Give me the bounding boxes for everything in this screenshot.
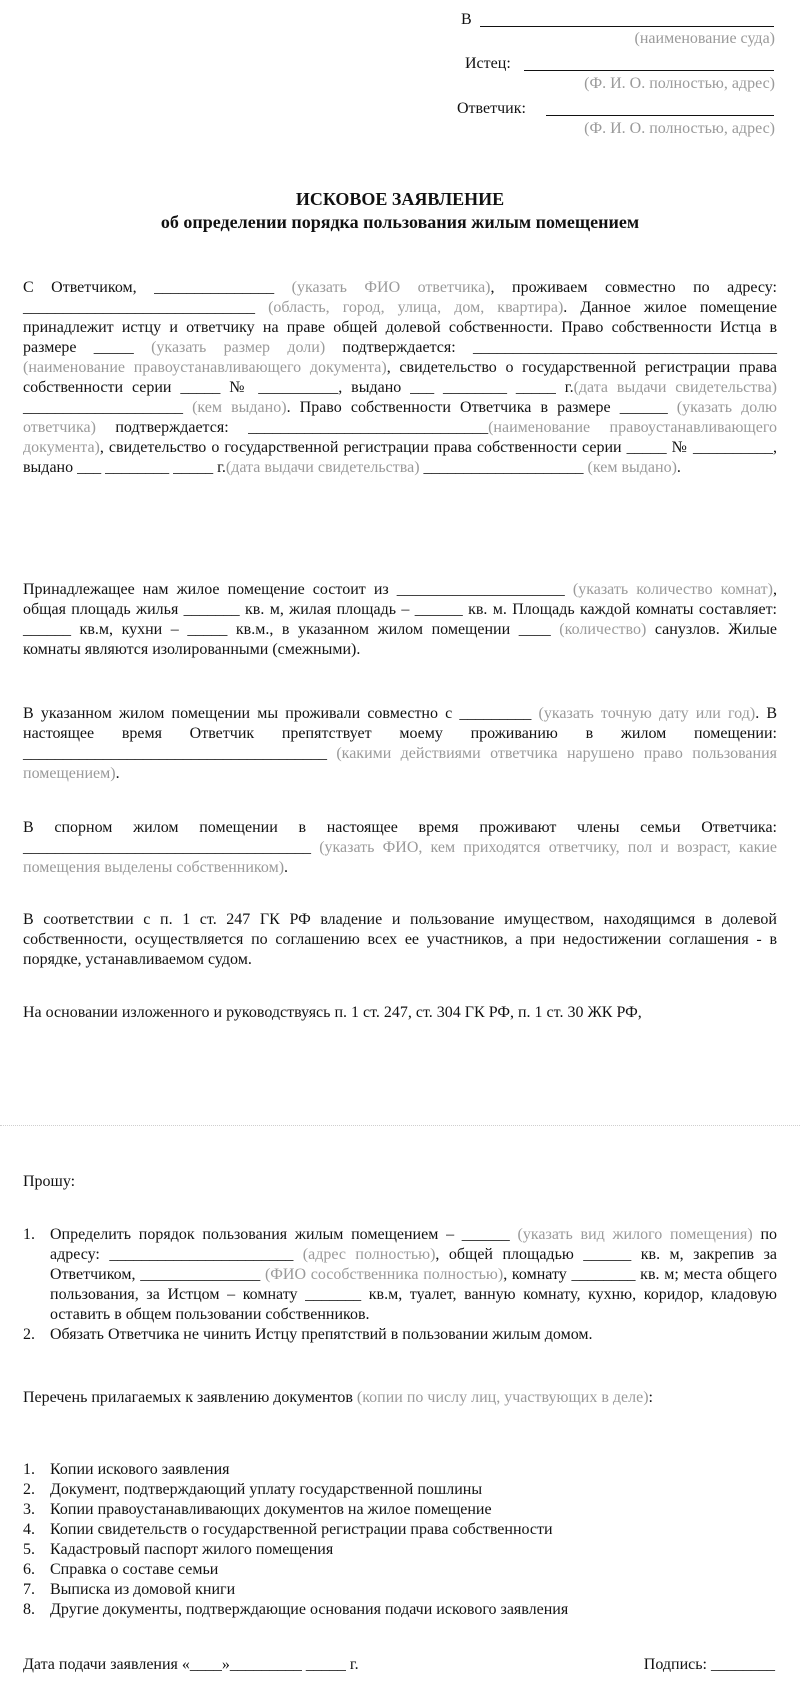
attachment-item bbox=[23, 1600, 777, 1620]
list-item-label: Копии свидетельств о государственной регистрации права собственности bbox=[50, 1521, 553, 1538]
text-run: Обязать Ответчика не чинить Истцу препятствий в пользовании жилым домом. bbox=[50, 1326, 593, 1343]
document-subtitle: об определении порядка пользования жилым помещением bbox=[160, 212, 640, 232]
attachment-item bbox=[23, 1520, 777, 1540]
list-item-label: Копии искового заявления bbox=[50, 1461, 230, 1478]
defendant-line bbox=[546, 115, 774, 116]
text-run: Определить порядок пользования жилым помещением – ______ bbox=[50, 1226, 518, 1243]
list-item-label: Другие документы, подтверждающие основания подачи искового заявления bbox=[50, 1601, 569, 1618]
list-item-label: Документ, подтверждающий уплату государственной пошлины bbox=[50, 1481, 483, 1498]
attachment-item bbox=[23, 1560, 777, 1580]
placeholder-hint: (указать вид жилого помещения) bbox=[517, 1226, 753, 1243]
plaintiff-line bbox=[524, 70, 774, 71]
request-heading: Прошу: bbox=[23, 1173, 76, 1190]
text-run: , проживаем совместно по адресу: _____________________________ bbox=[23, 279, 777, 316]
paragraph-premises bbox=[23, 580, 777, 660]
text-run: В указанном жилом помещении мы проживали совместно с _________ bbox=[23, 705, 539, 722]
placeholder-hint: (адрес полностью) bbox=[302, 1246, 436, 1263]
list-item-label: Выписка из домовой книги bbox=[50, 1581, 236, 1598]
text-run: В соответствии с п. 1 ст. 247 ГК РФ владение и пользование имуществом, находящимся в долевой собственности, осуществляется по соглашению всех ее участников, а при недостижении соглашения - в порядке, устанавливаемом судом. bbox=[23, 911, 777, 968]
plaintiff-label: Истец: bbox=[465, 55, 511, 72]
list-item-number: 1. bbox=[23, 1226, 35, 1243]
text-run: Принадлежащее нам жилое помещение состоит из _____________________ bbox=[23, 581, 573, 598]
text-run: , общая площадь жилья _______ кв. м, жилая площадь – ______ кв. м. Площадь каждой комнаты составляет: ______ кв.м, кухни – _____ кв.м., в указанном жилом помещении ____ bbox=[23, 581, 778, 638]
text-run: по адресу: _______________________ bbox=[50, 1226, 778, 1263]
text-run: С Ответчиком, _______________ bbox=[23, 279, 292, 296]
text-run: : bbox=[648, 1389, 653, 1406]
list-item-number: 7. bbox=[23, 1581, 35, 1598]
text-run: На основании изложенного и руководствуясь п. 1 ст. 247, ст. 304 ГК РФ, п. 1 ст. 30 ЖК РФ, bbox=[23, 1004, 642, 1021]
placeholder-hint: (кем выдано) bbox=[587, 459, 677, 476]
paragraph-ownership bbox=[23, 278, 777, 478]
text-run: , общей площадью ______ кв. м, закрепив за Ответчиком, _______________ bbox=[50, 1246, 777, 1283]
placeholder-hint: (наименование правоустанавливающего документа) bbox=[23, 419, 777, 456]
paragraph-law bbox=[23, 910, 777, 970]
text-run: В спорном жилом помещении в настоящее время проживают члены семьи Ответчика: ____________________________________ bbox=[23, 819, 777, 856]
list-item-number: 2. bbox=[23, 1326, 35, 1343]
defendant-hint: (Ф. И. О. полностью, адрес) bbox=[584, 120, 775, 137]
court-name-line bbox=[480, 26, 774, 27]
text-run: санузлов. Жилые комнаты являются изолированными (смежными). bbox=[23, 621, 777, 658]
list-item-number: 3. bbox=[23, 1501, 35, 1518]
placeholder-hint: (указать долю ответчика) bbox=[23, 399, 778, 436]
court-name-hint: (наименование суда) bbox=[634, 30, 775, 47]
placeholder-hint: (указать точную дату или год) bbox=[538, 705, 756, 722]
request-item bbox=[23, 1225, 777, 1325]
text-run: ____________________ bbox=[419, 459, 588, 476]
attachment-item bbox=[23, 1460, 777, 1480]
paragraph-residents bbox=[23, 818, 777, 878]
placeholder-hint: (область, город, улица, дом, квартира) bbox=[268, 299, 564, 316]
attachment-item bbox=[23, 1500, 777, 1520]
text-run: . Право собственности Ответчика в размере ______ bbox=[286, 399, 677, 416]
filing-date: Дата подачи заявления «____»_________ _____ г. bbox=[23, 1656, 359, 1673]
paragraph-obstruction bbox=[23, 704, 777, 784]
text-run: подтверждается: ______________________________________ bbox=[325, 339, 777, 356]
signature: Подпись: ________ bbox=[643, 1656, 775, 1673]
placeholder-hint: (указать ФИО, кем приходятся ответчику, пол и возраст, какие помещения выделены собственником) bbox=[23, 839, 778, 876]
placeholder-hint: (указать размер доли) bbox=[151, 339, 326, 356]
text-run: , свидетельство о государственной регистрации права собственности серии _____ № __________, выдано ___ ________ _____ г. bbox=[23, 439, 777, 476]
placeholder-hint: (какими действиями ответчика нарушено право пользования помещением) bbox=[23, 745, 777, 782]
placeholder-hint: (указать количество комнат) bbox=[572, 581, 774, 598]
list-item-label: Справка о составе семьи bbox=[50, 1561, 219, 1578]
list-item-number: 2. bbox=[23, 1481, 35, 1498]
text-run: . bbox=[284, 859, 289, 876]
text-run: . bbox=[676, 459, 681, 476]
placeholder-hint: (наименование правоустанавливающего документа) bbox=[23, 359, 387, 376]
placeholder-hint: (копии по числу лиц, участвующих в деле) bbox=[356, 1389, 649, 1406]
attachment-item bbox=[23, 1480, 777, 1500]
attachments-heading bbox=[23, 1388, 777, 1408]
document-title: ИСКОВОЕ ЗАЯВЛЕНИЕ bbox=[295, 189, 505, 209]
plaintiff-hint: (Ф. И. О. полностью, адрес) bbox=[584, 75, 775, 92]
list-item-number: 6. bbox=[23, 1561, 35, 1578]
placeholder-hint: (кем выдано) bbox=[192, 399, 287, 416]
text-run: ____________________ bbox=[23, 399, 193, 416]
defendant-label: Ответчик: bbox=[457, 100, 526, 117]
text-run: Перечень прилагаемых к заявлению документов bbox=[23, 1389, 357, 1406]
placeholder-hint: (дата выдачи свидетельства) bbox=[225, 459, 420, 476]
text-run: . В настоящее время Ответчик препятствует моему проживанию в жилом помещении: ______________________________________ bbox=[23, 705, 778, 762]
placeholder-hint: (ФИО сособственника полностью) bbox=[264, 1266, 504, 1283]
attachments-list bbox=[23, 1460, 777, 1620]
request-list bbox=[23, 1225, 777, 1345]
attachment-item bbox=[23, 1540, 777, 1560]
list-item-number: 5. bbox=[23, 1541, 35, 1558]
request-item bbox=[23, 1325, 777, 1345]
court-prefix: В bbox=[461, 11, 472, 28]
list-item-number: 8. bbox=[23, 1601, 35, 1618]
paragraph-grounds bbox=[23, 1003, 777, 1023]
text-run: , комнату ________ кв. м; места общего пользования, за Истцом – комнату _______ кв.м, туалет, ванную комнату, кухню, коридор, кладовую оставить в общем пользовании собственников. bbox=[50, 1266, 778, 1323]
page-break-divider bbox=[0, 1125, 800, 1126]
text-run: . bbox=[115, 765, 120, 782]
attachment-item bbox=[23, 1580, 777, 1600]
list-item-label: Копии правоустанавливающих документов на жилое помещение bbox=[50, 1501, 492, 1518]
placeholder-hint: (количество) bbox=[559, 621, 647, 638]
placeholder-hint: (дата выдачи свидетельства) bbox=[573, 379, 777, 396]
list-item-number: 1. bbox=[23, 1461, 35, 1478]
text-run: подтверждается: ______________________________ bbox=[95, 419, 489, 436]
text-run: , свидетельство о государственной регистрации права собственности серии _____ № __________, выдано ___ ________ _____ г. bbox=[23, 359, 777, 396]
text-run: . Данное жилое помещение принадлежит истцу и ответчику на праве общей долевой собственности. Право собственности Истца в размере _____ bbox=[23, 299, 778, 356]
placeholder-hint: (указать ФИО ответчика) bbox=[291, 279, 491, 296]
list-item-label: Кадастровый паспорт жилого помещения bbox=[50, 1541, 334, 1558]
list-item-number: 4. bbox=[23, 1521, 35, 1538]
